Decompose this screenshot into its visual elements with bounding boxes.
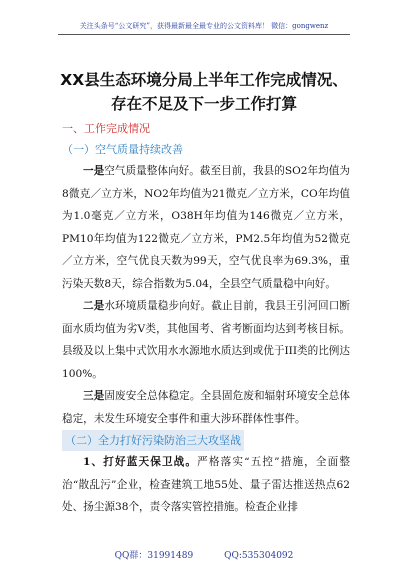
paragraph-text: 水环境质量稳步向好。截止目前，我县王引河回口断面水质均值为劣V类，其他国考、省考断面均达到考核目标。县级及以上集中式饮用水水源地水质达到或优于III类的比例达100%。 bbox=[62, 300, 351, 380]
paragraph-lead: 二是 bbox=[83, 300, 105, 312]
document-title bbox=[40, 68, 368, 116]
paragraph-text: 空气质量整体向好。截至目前，我县的SO2年均值为8微克／立方米，NO2年均值为21微克／立方米，CO年均值为1.0毫克／立方米，O38H年均值为146微克／立方米，PM10年均值为122微克／立方米，PM2.5年均值为52微克／立方米，空气优良天数为99天，空气优良率为69.3%，重污染天数8天，综合指数为5.04，全县空气质量稳中向好。 bbox=[62, 165, 350, 290]
document-body bbox=[62, 118, 350, 519]
paragraph bbox=[62, 160, 350, 295]
footer bbox=[0, 548, 408, 561]
paragraph bbox=[62, 451, 350, 519]
subsection-heading bbox=[62, 430, 350, 451]
section-heading: 一、工作完成情况 bbox=[62, 122, 150, 135]
paragraph-lead: 一是 bbox=[83, 165, 105, 177]
footer-qq: QQ:535304092 bbox=[224, 551, 294, 561]
paragraph-lead: 1、打好蓝天保卫战。 bbox=[83, 456, 198, 468]
subsection-heading-text: （二）全力打好污染防治三大攻坚战 bbox=[62, 430, 244, 451]
footer-qq-group: QQ群：31991489 bbox=[114, 551, 194, 561]
paragraph-lead: 三是 bbox=[83, 390, 105, 402]
paragraph bbox=[62, 295, 350, 385]
paragraph bbox=[62, 385, 350, 430]
header-divider bbox=[58, 34, 350, 35]
paragraph-text: 固废安全总体稳定。全县固危废和辐射环境安全总体稳定，未发生环境安全事件和重大涉环群体性事件。 bbox=[62, 390, 351, 425]
title-line-1: XX县生态环境分局上半年工作完成情况、 bbox=[60, 71, 348, 89]
title-line-2: 存在不足及下一步工作打算 bbox=[110, 95, 297, 113]
paragraph-text: 严格落实“五控”措施，全面整治“散乱污”企业，检查建筑工地55处、量子雷达推送热点62处、扬尘源38个，责令落实管控措施。检查企业排 bbox=[62, 456, 350, 513]
header-note: 关注头条号“公文研究”，获得最新最全最专业的公文资料库！ 微信：gongwenz bbox=[79, 22, 329, 30]
subsection-heading-text: （一）空气质量持续改善 bbox=[62, 143, 183, 156]
subsection-heading bbox=[62, 139, 350, 160]
